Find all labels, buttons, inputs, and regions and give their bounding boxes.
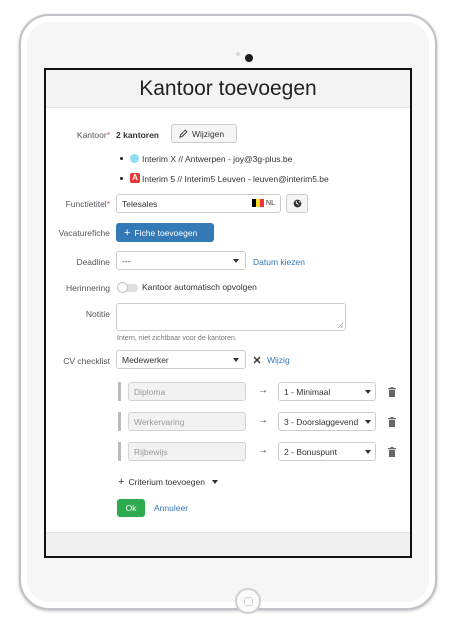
home-button[interactable] <box>235 588 261 614</box>
criterion-name-field: Diploma <box>128 382 246 401</box>
toggle-knob <box>117 282 128 293</box>
cv-checklist-select[interactable] <box>116 350 246 369</box>
office-item-2: Interim 5 // Interim5 Leuven - leuven@interim5.be <box>142 174 329 184</box>
drag-handle-bar[interactable] <box>118 412 121 431</box>
interim5-logo-icon: A <box>130 173 140 183</box>
globe-button[interactable] <box>286 194 308 213</box>
sensor-dot <box>236 52 240 56</box>
chevron-down-icon <box>365 390 371 394</box>
herinnering-toggle[interactable] <box>118 284 138 292</box>
language-selector[interactable] <box>252 199 275 207</box>
deadline-value: --- <box>122 255 131 266</box>
fiche-toevoegen-button[interactable] <box>116 223 214 242</box>
chevron-down-icon <box>233 259 239 263</box>
chevron-down-icon <box>365 420 371 424</box>
notitie-textarea[interactable] <box>116 303 346 331</box>
trash-icon[interactable] <box>388 417 396 427</box>
criterium-toevoegen-button[interactable] <box>118 476 218 488</box>
page-title: Kantoor toevoegen <box>139 76 317 100</box>
ok-button[interactable]: Ok <box>117 499 145 517</box>
criterion-level-value: 3 - Doorslaggevend <box>284 416 359 427</box>
notitie-help-text: Intern, niet zichtbaar voor de kantoren. <box>117 335 237 342</box>
caret-down-icon <box>212 480 218 484</box>
office-color-icon <box>130 154 139 163</box>
functietitel-input[interactable] <box>116 194 281 213</box>
language-code: NL <box>266 199 275 207</box>
cv-checklist-label: CV checklist <box>63 356 110 366</box>
modal-header <box>46 70 410 108</box>
criterion-level-select[interactable] <box>278 412 376 431</box>
home-button-square <box>244 597 253 606</box>
criterion-level-value: 1 - Minimaal <box>284 386 331 397</box>
fiche-toevoegen-label: Fiche toevoegen <box>134 227 198 238</box>
modal-footer <box>46 532 410 556</box>
functietitel-value: Telesales <box>122 198 158 209</box>
drag-handle-bar[interactable] <box>118 382 121 401</box>
datum-kiezen-link[interactable]: Datum kiezen <box>253 257 305 267</box>
wijzig-link[interactable]: Wijzig <box>267 355 290 365</box>
herinnering-toggle-text: Kantoor automatisch opvolgen <box>142 282 257 292</box>
cv-checklist-value: Medewerker <box>122 354 169 365</box>
office-bullet <box>120 157 123 160</box>
kantoor-label: Kantoor* <box>76 130 110 140</box>
annuleer-link[interactable]: Annuleer <box>154 503 189 513</box>
criterion-level-value: 2 - Bonuspunt <box>284 446 337 457</box>
notitie-label: Notitie <box>85 309 110 319</box>
functietitel-label: Functietitel* <box>65 199 110 209</box>
criterion-name-field: Rijbewijs <box>128 442 246 461</box>
deadline-label: Deadline <box>76 257 110 267</box>
office-bullet <box>120 177 123 180</box>
close-icon[interactable] <box>253 356 261 364</box>
pencil-icon <box>179 129 188 138</box>
chevron-down-icon <box>365 450 371 454</box>
wijzigen-button[interactable] <box>171 124 237 143</box>
criterion-level-select[interactable] <box>278 442 376 461</box>
herinnering-label: Herinnering <box>66 283 110 293</box>
globe-icon <box>293 199 302 208</box>
arrow-right-icon: → <box>258 385 268 396</box>
wijzigen-label: Wijzigen <box>192 128 225 139</box>
arrow-right-icon: → <box>258 445 268 456</box>
vacaturefiche-label: Vacaturefiche <box>58 228 110 238</box>
kantoor-value: 2 kantoren <box>116 130 159 140</box>
belgian-flag-icon <box>252 199 264 207</box>
drag-handle-bar[interactable] <box>118 442 121 461</box>
camera <box>245 54 253 62</box>
chevron-down-icon <box>233 358 239 362</box>
deadline-select[interactable] <box>116 251 246 270</box>
trash-icon[interactable] <box>388 447 396 457</box>
resize-handle-icon <box>337 322 343 328</box>
trash-icon[interactable] <box>388 387 396 397</box>
plus-icon: + <box>118 476 125 488</box>
plus-icon: + <box>124 226 131 239</box>
modal-screen <box>44 68 412 558</box>
criterion-name-field: Werkervaring <box>128 412 246 431</box>
criterium-toevoegen-label: Criterium toevoegen <box>128 477 205 487</box>
criterion-level-select[interactable] <box>278 382 376 401</box>
office-item-1: Interim X // Antwerpen - joy@3g-plus.be <box>142 154 293 164</box>
arrow-right-icon: → <box>258 415 268 426</box>
